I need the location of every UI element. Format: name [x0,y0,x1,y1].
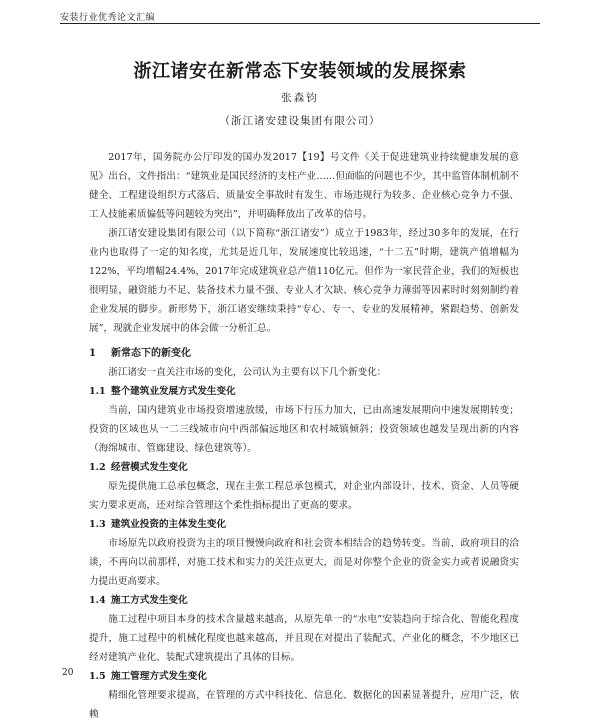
article-title: 浙江诸安在新常态下安装领域的发展探索 [133,61,467,82]
page-number: 20 [62,668,74,678]
subsection-1-4-title: 施工方式发生变化 [111,595,188,606]
subsection-1-3-title: 建筑业投资的主体发生变化 [111,519,227,530]
article-body [89,148,519,724]
subsection-1-4-heading [89,591,519,610]
subsection-1-1-title: 整个建筑业发展方式发生变化 [111,386,236,397]
subsection-1-3-text: 市场原先以政府投资为主的项目慢慢向政府和社会资本相结合的趋势转变。当前，政府项目的洽谈，不再向以前那样，对施工技术和实力的关注点更大，而是对你整个企业的资金实力或者说融资实力提出更高要求。 [89,538,519,587]
subsection-1-5-number: 1.5 [89,671,106,682]
header-divider [60,23,540,24]
section-1-title: 新常态下的新变化 [111,348,191,359]
author-name: 张森钧 [281,92,319,104]
subsection-1-2-text: 原先提供施工总承包概念，现在主张工程总承包模式，对企业内部设计、技术、资金、人员等硬实力要求更高，还对综合管理这个柔性指标提出了更高的要求。 [89,481,519,511]
subsection-1-4-number: 1.4 [89,595,106,606]
subsection-1-1-heading [89,382,519,401]
subsection-1-3-number: 1.3 [89,519,106,530]
subsection-1-5-text: 精细化管理要求提高，在管理的方式中科技化、信息化、数据化的因素显著提升，应用广泛，依赖 [89,690,519,720]
intro-paragraph-1: 2017年，国务院办公厅印发的国办发2017【19】号文件《关于促进建筑业持续健康发展的意见》出台，文件指出：“建筑业是国民经济的支柱产业……但面临的问题也不少，其中监管体制机制不健全、工程建设组织方式落后、质量安全事故时有发生、市场违规行为较多、企业核心竞争力不强、工人技能素质偏低等问题较为突出”，并明确释放出了改革的信号。 [89,152,519,220]
subsection-1-1-number: 1.1 [89,386,106,397]
subsection-1-2-heading [89,458,519,477]
intro-paragraph-2: 浙江诸安建设集团有限公司（以下简称“浙江诸安”）成立于1983年，经过30多年的发展，在行业内也取得了一定的知名度，尤其是近几年，发展速度比较迅速，“十二五”时期，建筑产值增幅为122%，平均增幅24.4%，2017年完成建筑业总产值110亿元。但作为一家民营企业，我们的短板也很明显，融资能力不足、装备技术力量不强、专业人才欠缺、核心竞争力薄弱等因素时时刻刻制约着企业发展的脚步。新形势下，浙江诸安继续秉持“专心、专一、专业的发展精神，紧跟趋势、创新发展”，现就企业发展中的体会做一分析汇总。 [89,228,519,334]
section-1-number: 1 [89,348,96,359]
subsection-1-1-text: 当前，国内建筑业市场投资增速放缓，市场下行压力加大，已由高速发展期向中速发展期转变；投资的区域也从一二三线城市向中西部偏远地区和农村城镇倾斜；投资领域也越发呈现出新的内容（海绵城市、管廊建设、绿色建筑等）。 [89,405,519,454]
section-1-heading [89,344,519,363]
author-affiliation: （浙江诸安建设集团有限公司） [219,115,381,127]
subsection-1-4-text: 施工过程中项目本身的技术含量越来越高，从原先单一的“水电”安装趋向于综合化、智能化程度提升，施工过程中的机械化程度也越来越高，并且现在对提出了装配式、产业化的概念，不少地区已经对建筑产业化、装配式建筑提出了具体的目标。 [89,614,519,663]
subsection-1-3-heading [89,515,519,534]
subsection-1-5-heading [89,667,519,686]
running-header: 安装行业优秀论文汇编 [60,13,156,23]
section-1-lead: 浙江诸安一直关注市场的变化，公司认为主要有以下几个新变化： [108,367,387,378]
subsection-1-5-title: 施工管理方式发生变化 [111,671,207,682]
subsection-1-2-number: 1.2 [89,462,106,473]
subsection-1-2-title: 经营模式发生变化 [111,462,188,473]
